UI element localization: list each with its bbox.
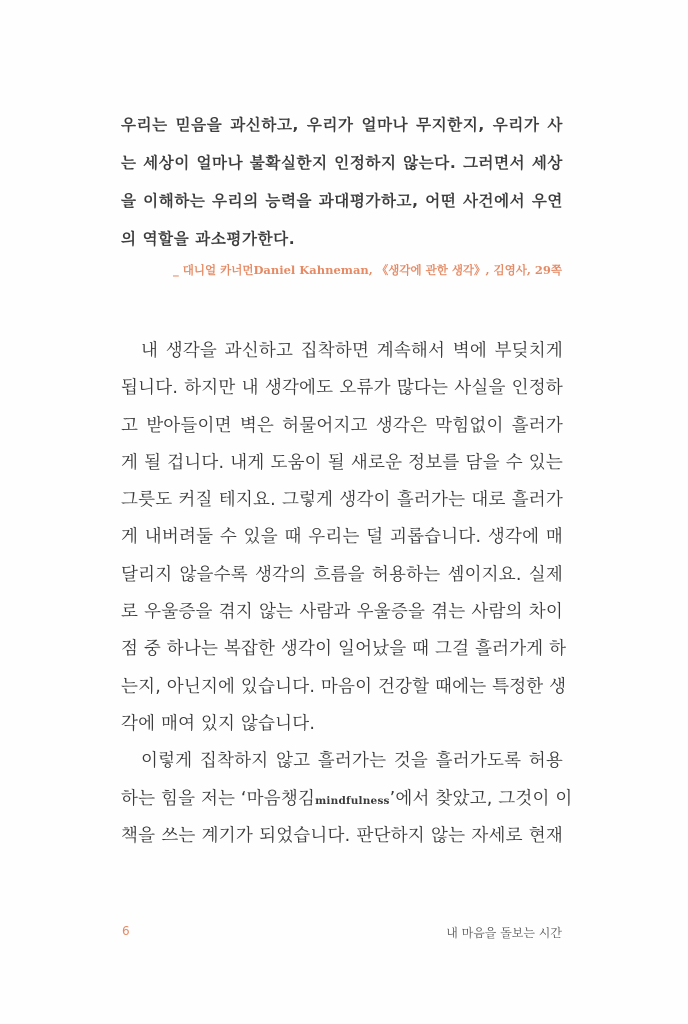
quote-line: 을 이해하는 우리의 능력을 과대평가하고, 어떤 사건에서 우연 <box>121 192 563 210</box>
quote-line: 우리는 믿음을 과신하고, 우리가 얼마나 무지한지, 우리가 사 <box>121 116 563 134</box>
body-line: 로 우울증을 겪지 않는 사람과 우울증을 겪는 사람의 차이 <box>121 602 563 623</box>
body-line: 그릇도 커질 테지요. 그렇게 생각이 흘러가는 대로 흘러가 <box>121 490 563 511</box>
body-text <box>121 333 573 855</box>
page-number: 6 <box>122 924 130 938</box>
body-text-segment: ’에서 찾았고, 그것이 이 <box>389 788 573 809</box>
body-line: 게 될 겁니다. 내게 도움이 될 새로운 정보를 담을 수 있는 <box>121 452 563 473</box>
body-line: 점 중 하나는 복잡한 생각이 일어났을 때 그걸 흘러가게 하 <box>121 639 567 660</box>
body-line: 게 내버려둘 수 있을 때 우리는 덜 괴롭습니다. 생각에 매 <box>121 527 563 548</box>
body-line: 됩니다. 하지만 내 생각에도 오류가 많다는 사실을 인정하 <box>121 378 563 399</box>
body-line: 이렇게 집착하지 않고 흘러가는 것을 흘러가도록 허용 <box>141 751 563 772</box>
english-term: mindfulness <box>315 794 390 807</box>
quote-citation <box>173 262 562 278</box>
epigraph-quote <box>121 106 563 258</box>
body-line: 각에 매여 있지 않습니다. <box>121 713 316 734</box>
quote-line: 는 세상이 얼마나 불확실한지 인정하지 않는다. 그러면서 세상 <box>121 154 563 172</box>
citation-author-en: Daniel Kahneman <box>253 263 369 277</box>
body-line: 달리지 않을수록 생각의 흐름을 허용하는 셈이지요. 실제 <box>121 564 563 585</box>
body-line: 책을 쓰는 계기가 되었습니다. 판단하지 않는 자세로 현재 <box>121 825 563 846</box>
quote-line: 의 역할을 과소평가한다. <box>121 230 296 248</box>
citation-source: , 《생각에 관한 생각》, 김영사, 29쪽 <box>368 263 562 277</box>
running-header-book-title: 내 마음을 돌보는 시간 <box>446 926 562 940</box>
body-line: 내 생각을 과신하고 집착하면 계속해서 벽에 부딪치게 <box>141 341 563 361</box>
body-line: 는지, 아닌지에 있습니다. 마음이 건강할 때에는 특정한 생 <box>121 676 567 697</box>
body-line: 고 받아들이면 벽은 허물어지고 생각은 막힘없이 흘러가 <box>121 415 563 436</box>
citation-author-ko: 대니얼 카너먼 <box>182 263 254 277</box>
citation-dash: _ <box>173 263 179 277</box>
body-text-segment: 하는 힘을 저는 ‘마음챙김 <box>121 788 316 809</box>
body-line-with-term <box>121 781 573 818</box>
